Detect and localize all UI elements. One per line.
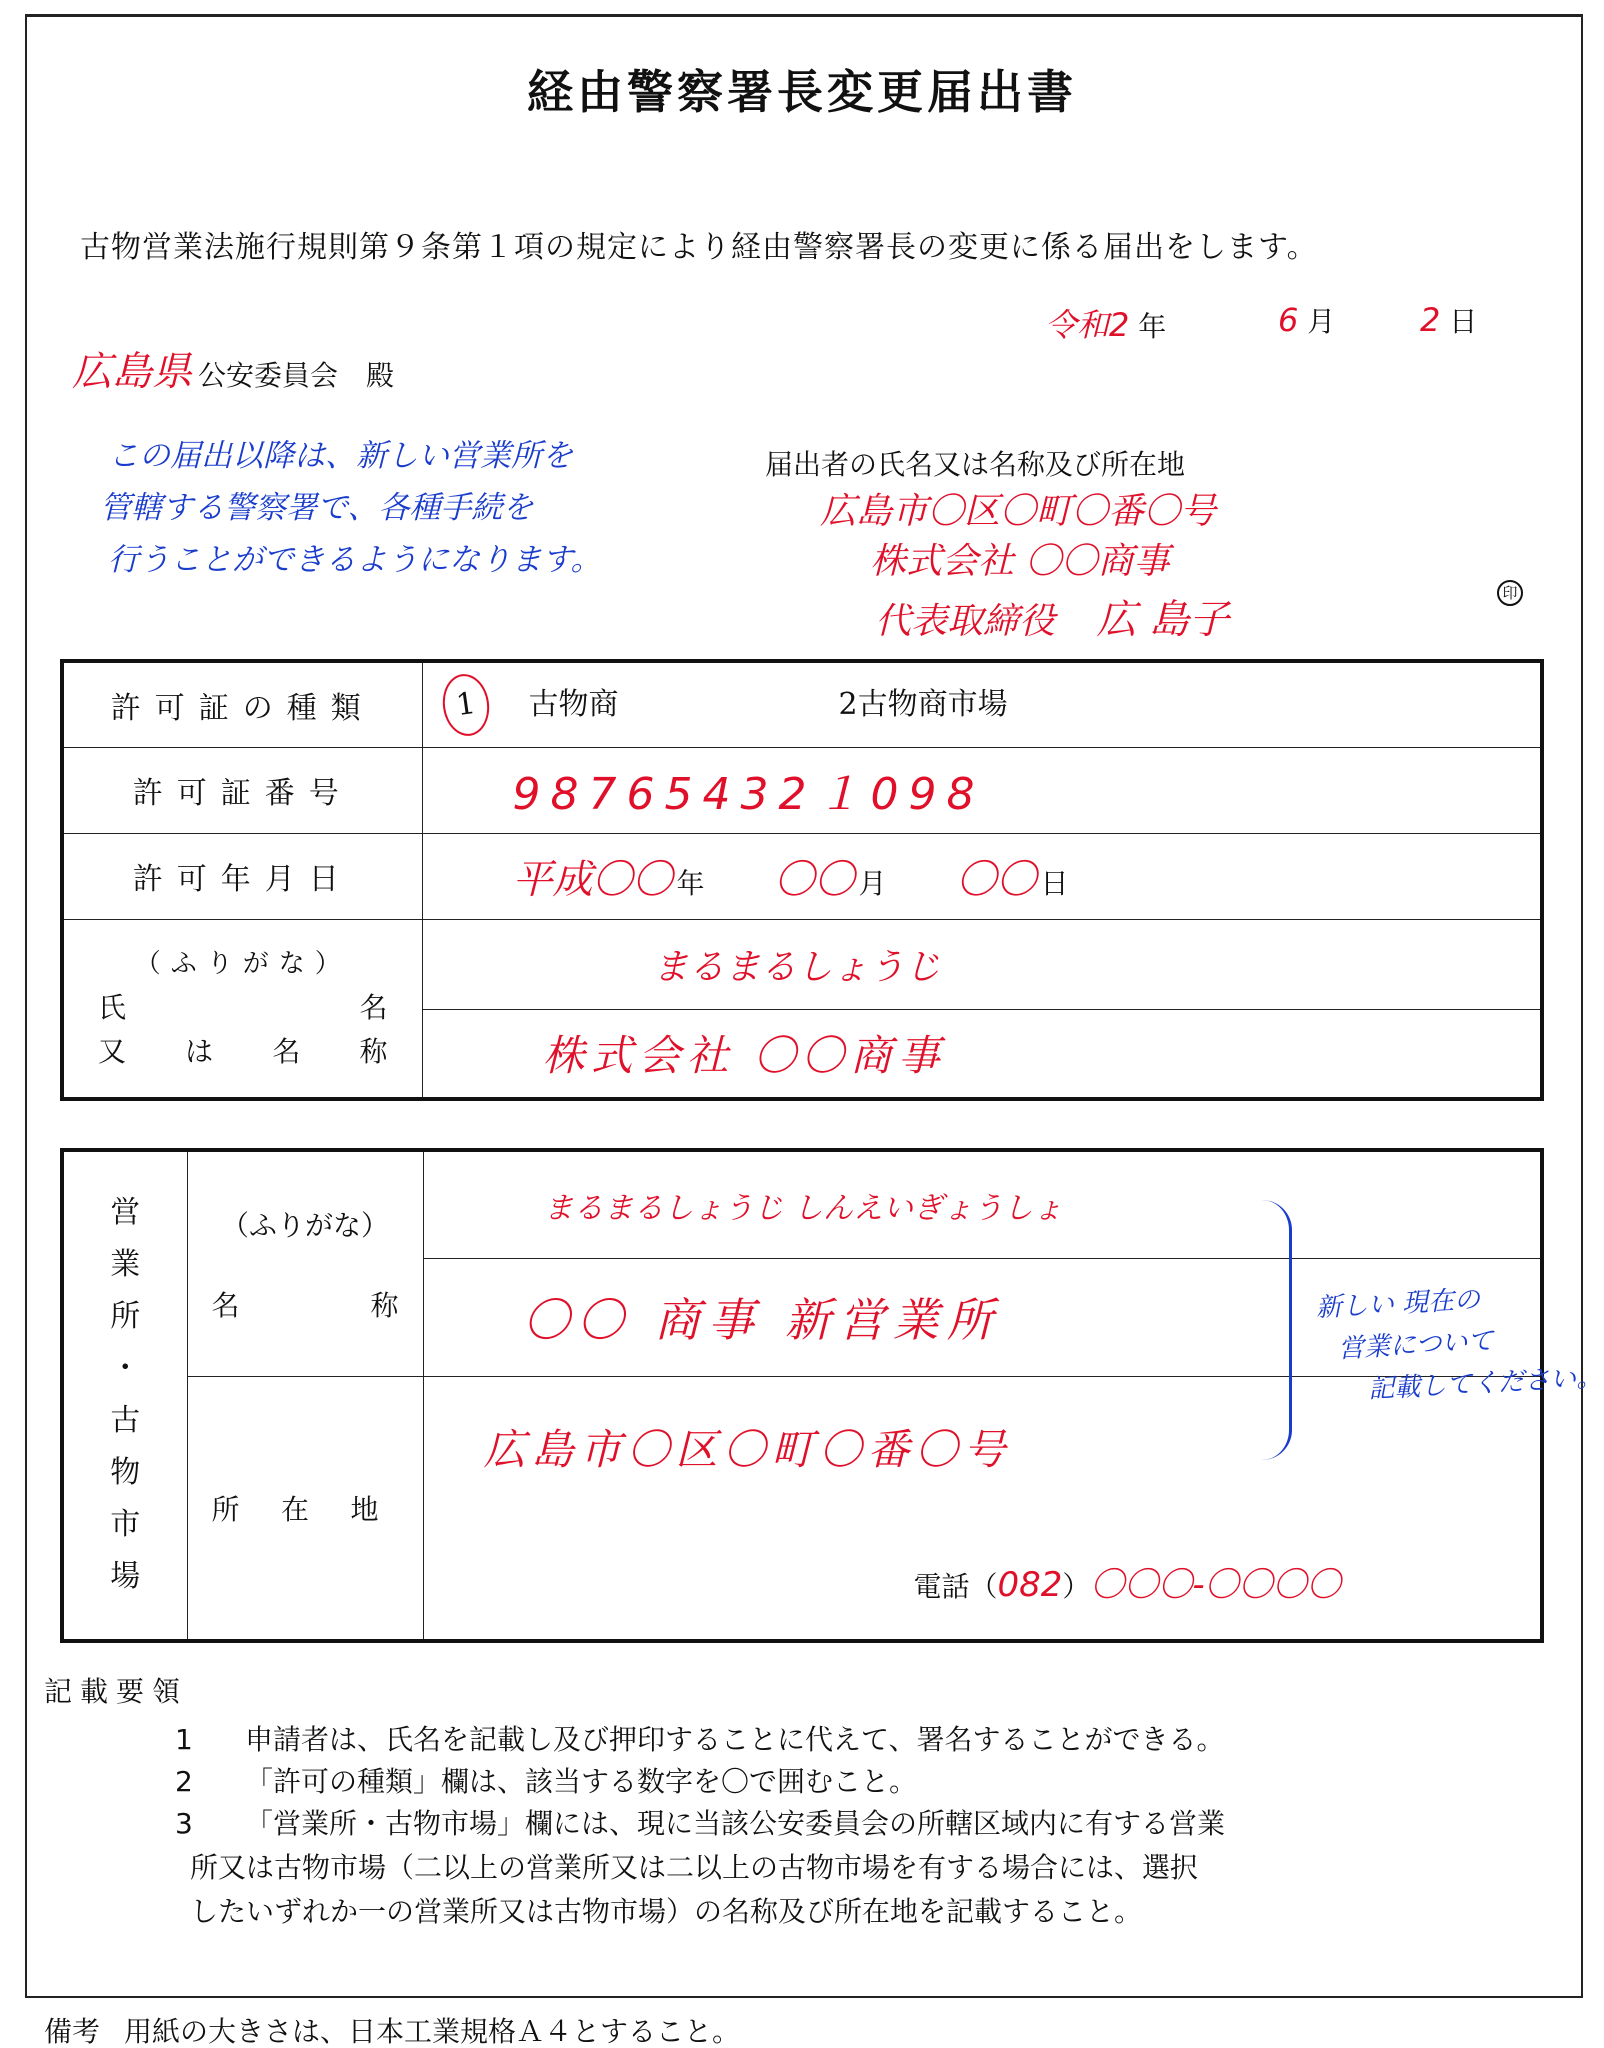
office-name-label-char: 名 <box>211 1288 240 1322</box>
date-month: 6 <box>1278 301 1299 339</box>
permit-type-option-2[interactable]: 2古物商市場 <box>838 686 1008 722</box>
row-name-furigana <box>62 919 1542 1009</box>
phone-close: ） <box>1062 1569 1091 1603</box>
intro-statement: 古物営業法施行規則第９条第１項の規定により経由警察署長の変更に係る届出をします。 <box>80 230 1318 265</box>
office-phone-field[interactable] <box>914 1557 1341 1606</box>
phone-label: 電話（ <box>913 1569 998 1603</box>
name-label-cell <box>62 919 422 1099</box>
instruction-num: 1 <box>175 1723 193 1756</box>
applicant-company[interactable]: 株式会社 〇〇商事 <box>870 541 1170 582</box>
row-permit-date <box>62 833 1542 919</box>
instruction-item <box>175 1760 917 1800</box>
office-address-field[interactable]: 広島市〇区〇町〇番〇号 <box>483 1424 1012 1474</box>
side-note <box>1315 1273 1603 1414</box>
form-title: 経由警察署長変更届出書 <box>527 65 1077 119</box>
office-location-label-cell <box>187 1376 423 1641</box>
office-name-field[interactable]: 〇〇 商事 新営業所 <box>423 1258 1542 1376</box>
footer-label: 備考 <box>44 2015 101 2048</box>
permit-number-label: 許可証番号 <box>62 747 422 833</box>
permit-type-option-1-text: 古物商 <box>528 686 619 722</box>
location-label-char: 地 <box>350 1492 379 1526</box>
representative-name: 広 島子 <box>1096 597 1230 643</box>
date-day: 2 <box>1420 301 1441 339</box>
permit-type-option-1[interactable]: 1 <box>438 671 492 739</box>
name-label-char: 名 <box>359 991 388 1025</box>
instruction-continuation: 所又は古物市場（二以上の営業所又は二以上の古物市場を有する場合には、選択 <box>190 1851 1199 1884</box>
applicant-address[interactable]: 広島市〇区〇町〇番〇号 <box>820 491 1217 532</box>
applicant-representative[interactable] <box>875 588 1229 645</box>
permit-table <box>60 659 1544 1101</box>
instruction-num: 3 <box>175 1807 193 1840</box>
addressee[interactable] <box>72 340 394 397</box>
instruction-text: 申請者は、氏名を記載し及び押印することに代えて、署名することができる。 <box>245 1723 1225 1756</box>
instruction-item <box>175 1802 1225 1842</box>
row-office-furigana <box>62 1150 1542 1258</box>
name-furigana-field[interactable]: まるまるしょうじ <box>422 919 1542 1009</box>
date-month-label: 月 <box>1307 305 1336 338</box>
side-note-line: 新しい 現在の <box>1315 1284 1481 1324</box>
section-char: 所 <box>110 1299 141 1335</box>
row-office-location <box>62 1376 1542 1641</box>
section-char: 営 <box>110 1195 141 1231</box>
section-char: 古 <box>110 1403 141 1439</box>
location-label-char: 在 <box>280 1492 309 1526</box>
permit-date-era: 平成 <box>512 856 593 903</box>
office-furigana-label: （ふりがな） <box>220 1208 389 1242</box>
phone-area-code: 082 <box>997 1564 1063 1605</box>
office-name-label-char: 称 <box>370 1288 399 1322</box>
handwritten-note <box>100 430 602 586</box>
section-char: 市 <box>110 1507 141 1543</box>
permit-date-month: 〇〇 <box>774 856 855 903</box>
instruction-continuation: したいずれか一の営業所又は古物市場）の名称及び所在地を記載すること。 <box>190 1895 1143 1928</box>
location-label-char: 所 <box>211 1492 240 1526</box>
name-furigana-label: （ふりがな） <box>134 949 351 980</box>
name-field[interactable]: 株式会社 〇〇商事 <box>422 1009 1542 1099</box>
name-label-char: 名 <box>272 1035 301 1069</box>
date-month-field[interactable] <box>1278 300 1335 340</box>
permit-date-field[interactable] <box>422 833 1542 919</box>
office-location-cell <box>423 1376 1542 1641</box>
brace-annotation <box>1262 1200 1292 1460</box>
permit-date-day-label: 日 <box>1040 866 1069 900</box>
section-char: 業 <box>110 1247 141 1283</box>
addressee-prefecture: 広島県 <box>72 349 192 395</box>
name-label-char: 又 <box>98 1035 127 1069</box>
name-label-char: は <box>185 1035 214 1069</box>
section-char: ・ <box>110 1351 141 1387</box>
instructions-title: 記載要領 <box>44 1675 189 1708</box>
date-day-field[interactable] <box>1420 300 1477 340</box>
side-note-line: 営業について <box>1337 1326 1495 1365</box>
row-permit-number <box>62 747 1542 833</box>
name-label-char: 称 <box>359 1035 388 1069</box>
section-char: 物 <box>110 1455 141 1491</box>
permit-number-field[interactable]: 98765432１098 <box>422 747 1542 833</box>
office-section-label <box>62 1150 187 1641</box>
applicant-label: 届出者の氏名又は名称及び所在地 <box>765 448 1186 481</box>
row-permit-type <box>62 661 1542 747</box>
date-era-year[interactable] <box>1045 300 1166 346</box>
instruction-text: 「営業所・古物市場」欄には、現に当該公安委員会の所轄区域内に有する営業 <box>245 1807 1226 1840</box>
date-year-label: 年 <box>1138 310 1167 343</box>
representative-title: 代表取締役 <box>875 601 1056 642</box>
name-label-char: 氏 <box>98 991 127 1025</box>
permit-date-year: 〇〇 <box>592 856 673 903</box>
date-era: 令和 <box>1045 306 1110 344</box>
instruction-text: 「許可の種類」欄は、該当する数字を〇で囲むこと。 <box>245 1765 918 1798</box>
seal-mark-icon: 印 <box>1497 580 1523 606</box>
office-name-label-cell <box>187 1150 423 1376</box>
date-day-label: 日 <box>1449 305 1478 338</box>
date-year: 2 <box>1109 306 1130 344</box>
note-line: 行うことができるようになります。 <box>108 542 602 578</box>
instruction-item <box>175 1718 1224 1758</box>
phone-number: 〇〇〇-〇〇〇〇 <box>1090 1564 1341 1605</box>
permit-date-day: 〇〇 <box>956 856 1037 903</box>
footer-text: 用紙の大きさは、日本工業規格Ａ４とすること。 <box>124 2015 741 2048</box>
office-location-container <box>424 1377 1541 1639</box>
footer-remark <box>44 2010 740 2048</box>
permit-type-options <box>422 661 1542 747</box>
note-line: 管轄する警察署で、各種手続を <box>100 490 534 526</box>
addressee-label: 公安委員会 殿 <box>198 359 395 392</box>
side-note-line: 記載してください。 <box>1367 1362 1603 1405</box>
permit-date-year-label: 年 <box>676 866 705 900</box>
instruction-num: 2 <box>175 1765 193 1798</box>
permit-date-label: 許可年月日 <box>62 833 422 919</box>
section-char: 場 <box>110 1559 141 1595</box>
permit-type-label: 許可証の種類 <box>62 661 422 747</box>
office-furigana-field[interactable]: まるまるしょうじ しんえいぎょうしょ <box>423 1150 1542 1258</box>
permit-date-month-label: 月 <box>858 866 887 900</box>
note-line: この届出以降は、新しい営業所を <box>108 438 573 474</box>
